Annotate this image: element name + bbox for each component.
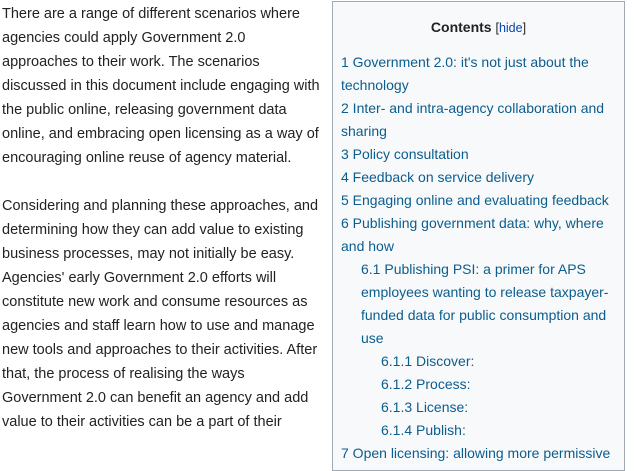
toc-link[interactable]: 6.1 Publishing PSI: a primer for APS employees wanting to release taxpayer-funded data for public consumption and use: [361, 261, 609, 346]
article-paragraph: Considering and planning these approaches, and determining how they can add value to existing business processes, may not initially be easy. Agencies' early Government 2.0 efforts will constitute new work and consume resources as agencies and staff learn how to use and manage new tools and approaches to their activities. After that, the process of realising the ways Government 2.0 can benefit an agency and add value to their activities can be a part of their: [2, 198, 319, 430]
toc-link[interactable]: 1 Government 2.0: it's not just about the technology: [341, 54, 589, 93]
toc-link[interactable]: 6.1.4 Publish:: [381, 422, 466, 438]
toc-link[interactable]: 6 Publishing government data: why, where and how: [341, 215, 604, 254]
toc-item-1: [341, 51, 616, 97]
toc-item-6-1-3: [341, 396, 616, 419]
toc-item-6: [341, 212, 616, 258]
toc-title: Contents: [430, 19, 492, 35]
toc-item-6-1-2: [341, 373, 616, 396]
toc-item-6-1-1: [341, 350, 616, 373]
article-paragraph: There are a range of different scenarios where agencies could apply Government 2.0 approaches to their work. The scenarios discussed in this document include engaging with the public online, releasing government data online, and embracing open licensing as a way of encouraging online reuse of agency material.: [2, 6, 320, 166]
table-of-contents: [332, 1, 625, 471]
toc-link[interactable]: 6.1.3 License:: [381, 399, 469, 415]
toc-item-2: [341, 97, 616, 143]
toc-item-4: [341, 166, 616, 189]
toc-item-3: [341, 143, 616, 166]
toc-item-5: [341, 189, 616, 212]
toc-link[interactable]: 4 Feedback on service delivery: [341, 169, 534, 185]
toc-link[interactable]: 6.1.1 Discover:: [381, 353, 475, 369]
toc-bracket-close: ]: [522, 21, 527, 35]
toc-link[interactable]: 7 Open licensing: allowing more permissive: [341, 445, 611, 461]
toc-link[interactable]: 3 Policy consultation: [341, 146, 469, 162]
toc-link[interactable]: 5 Engaging online and evaluating feedback: [341, 192, 609, 208]
toc-link[interactable]: 2 Inter- and intra-agency collaboration and sharing: [341, 100, 605, 139]
toc-item-6-1: [341, 258, 616, 350]
toc-item-6-1-4: [341, 419, 616, 442]
toc-list: [341, 51, 616, 465]
article-body: [2, 2, 324, 458]
toc-link[interactable]: 6.1.2 Process:: [381, 376, 471, 392]
toc-hide-toggle[interactable]: hide: [498, 21, 523, 35]
toc-header: [341, 16, 616, 40]
toc-bracket-open: [: [495, 21, 499, 35]
toc-item-7: [341, 442, 616, 465]
